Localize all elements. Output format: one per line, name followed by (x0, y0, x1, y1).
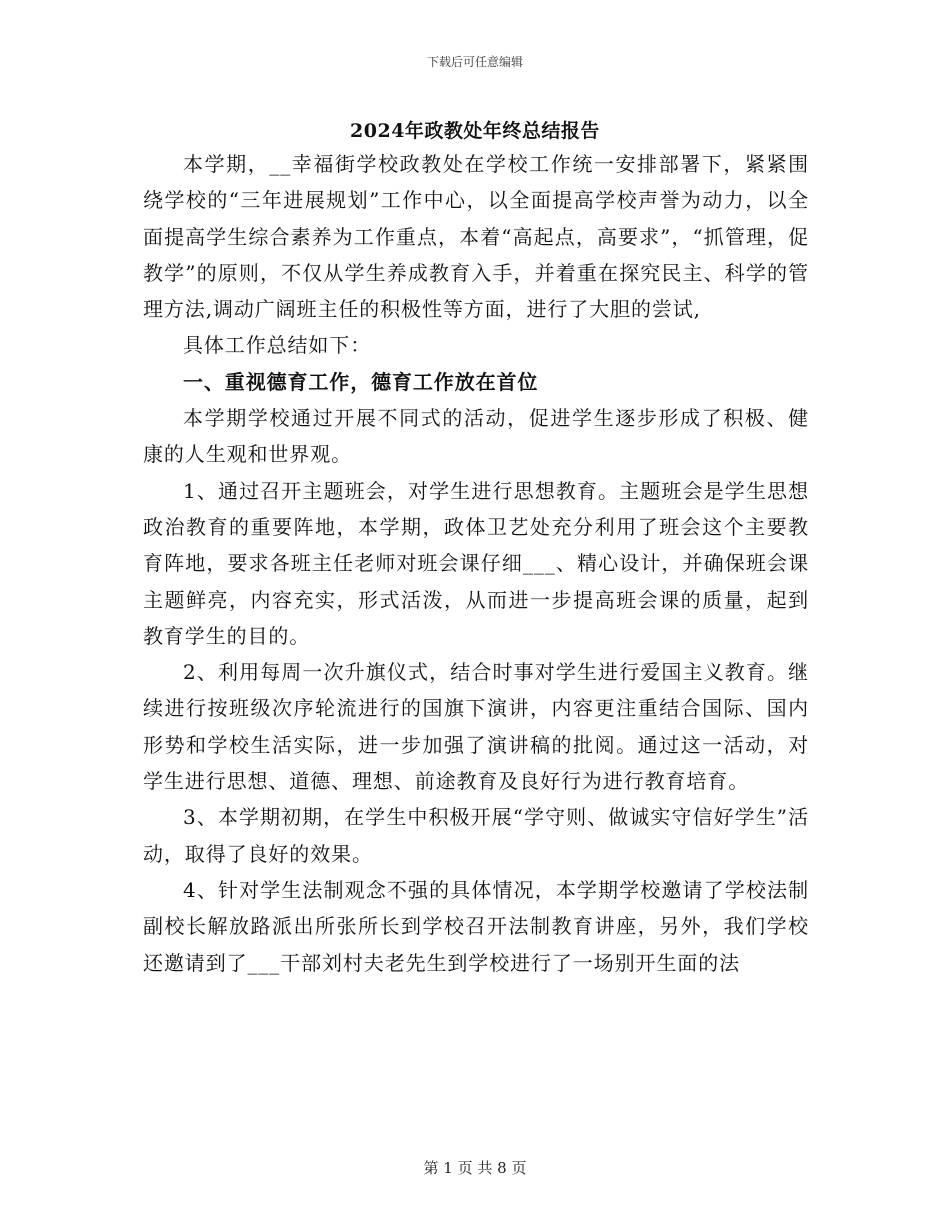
section-heading-1: 一、重视德育工作，德育工作放在首位 (183, 369, 539, 394)
paragraph-intro: 本学期，__幸福街学校政教处在学校工作统一安排部署下，紧紧围绕学校的“三年进展规划”工作中心，以全面提高学校声誉为动力，以全面提高学生综合素养为工作重点，本着“高起点，高要求”，“抓管理，促教学”的原则，不仅从学生养成教育入手，并着重在探究民主、科学的管理方法,调动广阔班主任的积极性等方面，进行了大胆的尝试, (143, 152, 809, 322)
document-body (143, 146, 809, 981)
paragraph-summary-lead: 具体工作总结如下： (183, 333, 372, 358)
paragraph-item-2: 2、利用每周一次升旗仪式，结合时事对学生进行爱国主义教育。继续进行按班级次序轮流进行的国旗下演讲，内容更注重结合国际、国内形势和学校生活实际，进一步加强了演讲稿的批阅。通过这一活动，对学生进行思想、道德、理想、前途教育及良好行为进行教育培育。 (143, 660, 809, 794)
header-note: 下载后可任意编辑 (426, 55, 523, 69)
document-title: 2024年政教处年终总结报告 (350, 120, 600, 142)
paragraph-item-4: 4、针对学生法制观念不强的具体情况，本学期学校邀请了学校法制副校长解放路派出所张所长到学校召开法制教育讲座，另外，我们学校还邀请到了___干部刘村夫老先生到学校进行了一场别开生面的法 (143, 877, 809, 975)
page-indicator: 第 1 页 共 8 页 (423, 1159, 527, 1177)
paragraph-item-3: 3、本学期初期，在学生中积极开展“学守则、做诚实守信好学生”活动，取得了良好的效果。 (143, 805, 809, 866)
paragraph-section-1-intro: 本学期学校通过开展不同式的活动，促进学生逐步形成了积极、健康的人生观和世界观。 (143, 406, 809, 467)
paragraph-item-1: 1、通过召开主题班会，对学生进行思想教育。主题班会是学生思想政治教育的重要阵地，本学期，政体卫艺处充分利用了班会这个主要教育阵地，要求各班主任老师对班会课仔细___、精心设计，并确保班会课主题鲜亮，内容充实，形式活泼，从而进一步提高班会课的质量，起到教育学生的目的。 (143, 478, 809, 648)
